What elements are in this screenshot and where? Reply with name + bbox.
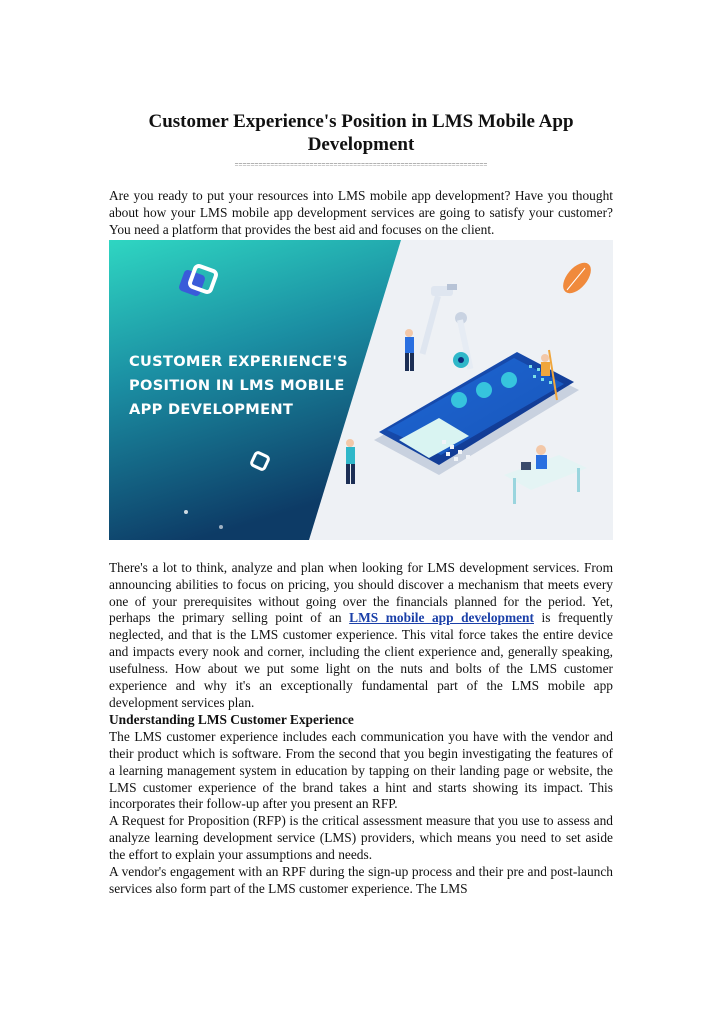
body-paragraph: A Request for Proposition (RFP) is the critical assessment measure that you use to assess and analyze learning development service (LMS) providers, which means you need to set aside the effort to explain your assumptions and needs. [109,813,613,863]
document-page [109,110,613,898]
section-heading: Understanding LMS Customer Experience [109,711,354,727]
intro-paragraph: Are you ready to put your resources into LMS mobile app development? Have you thought about how your LMS mobile app development services are going to satisfy your customer? You need a platform that provides the best aid and focuses on the client. [109,188,613,237]
hero-title-line: POSITION IN LMS MOBILE [129,376,345,394]
body-paragraph [109,560,613,712]
lms-mobile-app-development-link[interactable]: LMS mobile app development [349,610,534,626]
gear-icon [453,352,469,368]
body-paragraph: The LMS customer experience includes each communication you have with the vendor and their product which is software. From the second that you begin investigating the features of a learning management system in education by tapping on their landing page or website, the LMS customer experience of the brand takes a hint and starts showing its impact. This incorporates their follow-up after you present an RFP. [109,728,613,812]
body-paragraph: A vendor's engagement with an RPF during the sign-up process and their pre and post-launch services also form part of the LMS customer experience. The LMS [109,864,613,896]
page-title: Customer Experience's Position in LMS Mobile App Development [148,111,574,155]
paragraph-text: There's a lot to think, analyze and plan when looking for LMS development services. From announcing abilities to focus on pricing, you should discover a mechanism that meets every one of your prerequisites without going over the financials planned for the period. Yet, perhaps the primary selling point of an [109,559,613,626]
hero-title [129,350,369,422]
hero-image [109,240,613,540]
hero-title-line: APP DEVELOPMENT [129,400,294,418]
separator-line: ================================================================ [234,161,488,169]
paragraph-text: is frequently neglected, and that is the LMS customer experience. This vital force takes the entire device and impacts every nook and corner, including the client experience and, generally speaking, usefulness. How about we put some light on the nuts and bolts of the LMS customer experience and why it's an exceptionally fundamental part of the LMS mobile app development services plan. [109,610,613,710]
hero-title-line: CUSTOMER EXPERIENCE'S [129,352,348,370]
